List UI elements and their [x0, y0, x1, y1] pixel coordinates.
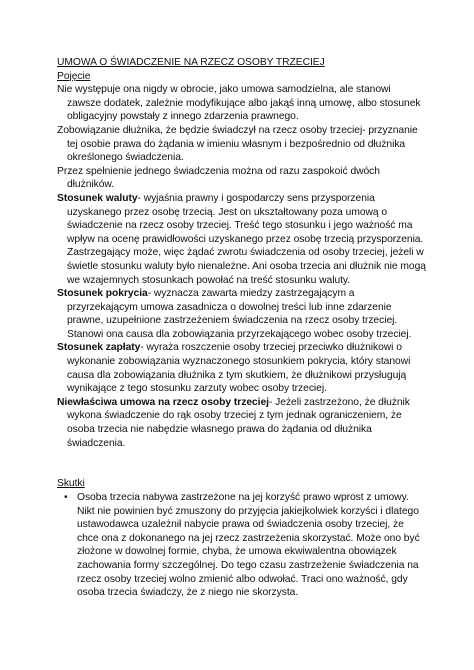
spacer: [57, 464, 427, 478]
list-item: [57, 491, 427, 600]
text-stosunek-pokrycia: - wyznacza zawarta miedzy zastrzegającym a przyrzekającym umowa zasadnicza o dowolnej treści lub inne zdarzenie prawne, uzupełnione zastrzeżeniem świadczenia na rzecz osoby trzeciej. Stanowi ona causa dla zobowiązania przyrzekającego wobec osoby trzeciej.: [67, 288, 412, 340]
bullet-icon: •: [64, 492, 68, 503]
document-body: [57, 56, 427, 600]
term-niewlasciwa-umowa: Niewłaściwa umowa na rzecz osoby trzeciej: [57, 396, 269, 408]
skutki-list: [57, 491, 427, 600]
paragraph-stosunek-waluty: [57, 192, 427, 287]
section-heading-pojecie: Pojęcie: [57, 70, 91, 82]
paragraph-stosunek-zaplaty: [57, 341, 427, 395]
document-title: UMOWA O ŚWIADCZENIE NA RZECZ OSOBY TRZECIEJ: [57, 57, 325, 68]
text-niewlasciwa-umowa: - Jeżeli zastrzeżono, że dłużnik wykona świadczenie do rąk osoby trzeciej z tym jednak ograniczeniem, że osoba trzecia nie nabędzie własnego prawa do żądania od dłużnika świadczenia.: [67, 396, 410, 449]
text-stosunek-waluty: - wyjaśnia prawny i gospodarczy sens przysporzenia uzyskanego przez osobę trzecią. Jest on ukształtowany poza umową o świadczenie na rzecz osoby trzeciej. Treść tego stosunku i jego ważność ma wpływ na ocenę prawidłowości uzyskanego przez osobę trzecią przysporzenia. Zastrzegający może, więc żądać zwrotu świadczenia od osoby trzeciej, jeżeli w świetle stosunku waluty było nienależne. Ani osoba trzecia ani dłużnik nie mogą we wzajemnych stosunkach powołać na treść stosunku waluty.: [67, 192, 426, 286]
paragraph-zaspokojenie: Przez spełnienie jednego świadczenia można od razu zaspokoić dwóch dłużników.: [57, 165, 380, 191]
section-heading-skutki: Skutki: [57, 478, 85, 490]
term-stosunek-waluty: Stosunek waluty: [57, 192, 138, 204]
spacer: [57, 450, 427, 464]
paragraph-intro: Nie występuje ona nigdy w obrocie, jako umowa samodzielna, ale stanowi zawsze dodatek, zależnie modyfikujące albo jakąś inną umowę, albo stosunek obligacyjny powstały z innego zdarzenia prawnego.: [57, 84, 421, 123]
term-stosunek-pokrycia: Stosunek pokrycia: [57, 288, 148, 300]
term-stosunek-zaplaty: Stosunek zapłaty: [57, 342, 141, 354]
paragraph-stosunek-pokrycia: [57, 287, 427, 341]
text-stosunek-zaplaty: - wyraża roszczenie osoby trzeciej przeciwko dłużnikowi o wykonanie zobowiązania wyznaczonego stosunkiem pokrycia, który stanowi causa dla zobowiązania dłużnika z tym skutkiem, że dłużnikowi przysługują wynikające z tego stosunku zarzuty wobec osoby trzeciej.: [67, 342, 411, 395]
paragraph-zobowiazanie: Zobowiązanie dłużnika, że będzie świadczył na rzecz osoby trzeciej- przyznanie tej osobie prawa do żądania w imieniu własnym i bezpośrednio od dłużnika określonego świadczenia.: [57, 124, 418, 164]
list-item-text: Osoba trzecia nabywa zastrzeżone na jej korzyść prawo wprost z umowy. Nikt nie powinien być zmuszony do przyjęcia jakiejkolwiek korzyści i dlatego ustawodawca uzależnił nabycie prawa od świadczenia osoby trzeciej, że chce ona z dokonanego na jej rzecz zastrzeżenia skorzystać. Może ono być złożone w dowolnej formie, chyba, że umowa ekwiwalentna obowiązek zachowania formy szczególnej. Do tego czasu zastrzeżenie świadczenia na rzecz osoby trzeciej wolno zmienić albo odwołać. Traci ono ważność, gdy osoba trzecia świadczy, że z niego nie skorzysta.: [77, 492, 420, 599]
paragraph-niewlasciwa-umowa: [57, 396, 427, 450]
